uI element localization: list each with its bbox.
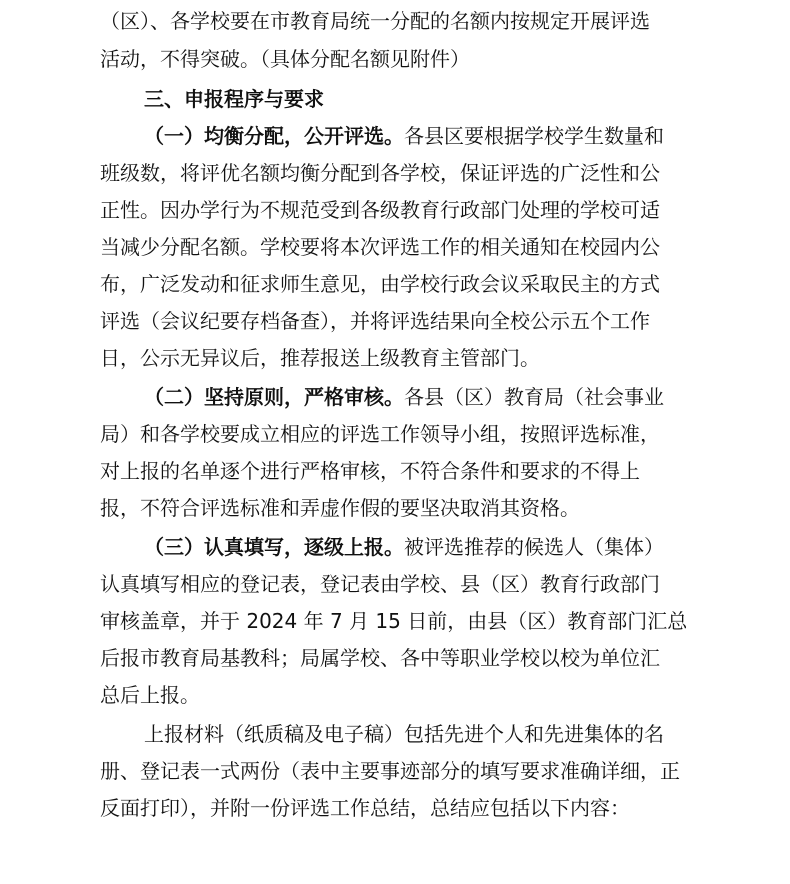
text-line (100, 458, 640, 484)
text-line (100, 46, 470, 72)
text-line (100, 495, 580, 521)
line-text: 上报材料（纸质稿及电子稿）包括先进个人和先进集体的名 (144, 722, 664, 746)
line-text: 总后上报。 (100, 683, 200, 707)
text-line (100, 197, 660, 223)
paragraph-first-line (144, 534, 664, 560)
text-line (100, 421, 660, 447)
paragraph-first-line (144, 123, 664, 149)
text-line (100, 308, 650, 334)
text-line (100, 160, 660, 186)
text-line (100, 758, 680, 784)
text-line (100, 608, 687, 634)
line-text: 日，公示无异议后，推荐报送上级教育主管部门。 (100, 346, 540, 370)
line-text: 评选（会议纪要存档备查），并将评选结果向全校公示五个工作 (100, 309, 650, 333)
text-line (100, 795, 630, 821)
line-text: （区）、各学校要在市教育局统一分配的名额内按规定开展评选 (100, 9, 650, 33)
paragraph-lead: （三）认真填写，逐级上报。 (144, 535, 404, 559)
paragraph-lead: （一）均衡分配，公开评选。 (144, 124, 404, 148)
line-text: 班级数，将评优名额均衡分配到各学校，保证评选的广泛性和公 (100, 161, 660, 185)
line-text: 布，广泛发动和征求师生意见，由学校行政会议采取民主的方式 (100, 272, 660, 296)
paragraph-first-line (144, 384, 664, 410)
line-text: 各县（区）教育局（社会事业 (404, 385, 664, 409)
line-text: 报，不符合评选标准和弄虚作假的要坚决取消其资格。 (100, 496, 580, 520)
line-text: 对上报的名单逐个进行严格审核，不符合条件和要求的不得上 (100, 459, 640, 483)
line-text: 认真填写相应的登记表，登记表由学校、县（区）教育行政部门 (100, 572, 660, 596)
line-text: 局）和各学校要成立相应的评选工作领导小组，按照评选标准， (100, 422, 660, 446)
text-line (100, 271, 660, 297)
line-text: 册、登记表一式两份（表中主要事迹部分的填写要求准确详细，正 (100, 759, 680, 783)
line-text: 活动，不得突破。（具体分配名额见附件） (100, 47, 470, 71)
paragraph-first-line (144, 721, 664, 747)
heading-text: 三、申报程序与要求 (144, 87, 324, 111)
line-text: 正性。因办学行为不规范受到各级教育行政部门处理的学校可适 (100, 198, 660, 222)
text-line (100, 682, 200, 708)
line-text: 被评选推荐的候选人（集体） (404, 535, 664, 559)
text-line (100, 645, 660, 671)
line-text: 当减少分配名额。学校要将本次评选工作的相关通知在校园内公 (100, 235, 660, 259)
text-line (100, 234, 660, 260)
line-text: 各县区要根据学校学生数量和 (404, 124, 664, 148)
text-line (100, 345, 540, 371)
paragraph-lead: （二）坚持原则，严格审核。 (144, 385, 404, 409)
line-text: 审核盖章，并于 2024 年 7 月 15 日前，由县（区）教育部门汇总 (100, 609, 688, 633)
text-line (100, 571, 660, 597)
line-text: 反面打印），并附一份评选工作总结，总结应包括以下内容： (100, 796, 630, 820)
text-line (100, 8, 650, 34)
line-text: 后报市教育局基教科；局属学校、各中等职业学校以校为单位汇 (100, 646, 660, 670)
section-heading (144, 86, 324, 112)
